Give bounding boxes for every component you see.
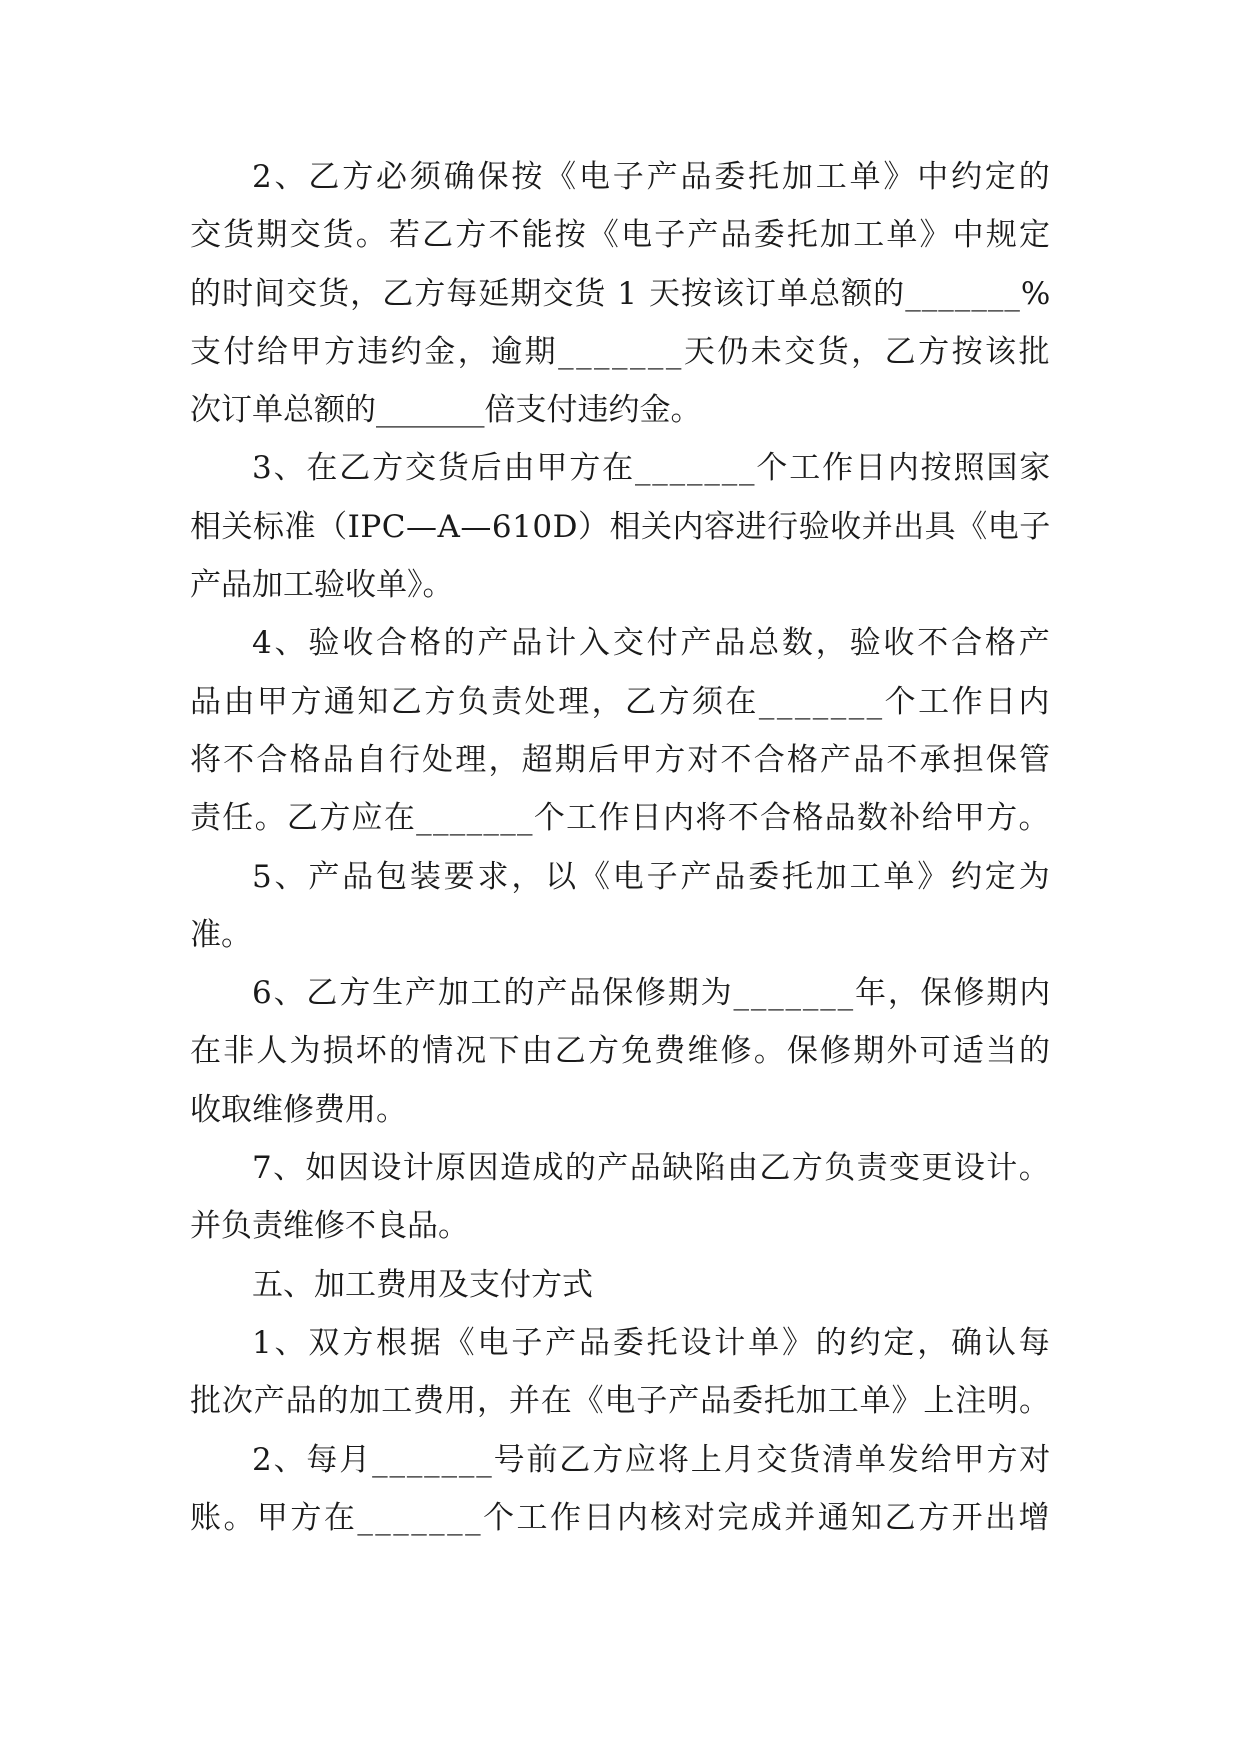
text-line [190, 1022, 1053, 1080]
text-line [190, 614, 1053, 672]
line-text: 次订单总额的_______倍支付违约金。 [190, 392, 702, 429]
line-text: 2、乙方必须确保按《电子产品委托加工单》中约定的 [252, 159, 1053, 195]
text-line [190, 206, 1053, 264]
line-text: 收取维修费用。 [190, 1091, 407, 1128]
line-text: 4、验收合格的产品计入交付产品总数，验收不合格产 [252, 625, 1053, 662]
text-line [190, 323, 1050, 381]
text-line [190, 673, 1050, 731]
text-line [190, 1431, 1053, 1489]
text-line [190, 381, 1050, 439]
line-text: 在非人为损坏的情况下由乙方免费维修。保修期外可适当的 [190, 1033, 1053, 1070]
line-text: 的时间交货，乙方每延期交货 1 天按该订单总额的_______% [190, 275, 1052, 312]
line-text: 五、加工费用及支付方式 [252, 1266, 593, 1303]
line-text: 账。甲方在_______个工作日内核对完成并通知乙方开出增 [190, 1499, 1052, 1536]
line-text: 2、每月_______号前乙方应将上月交货清单发给甲方对 [252, 1441, 1053, 1478]
section-heading [190, 1256, 1050, 1314]
line-text: 并负责维修不良品。 [190, 1208, 469, 1245]
line-text: 3、在乙方交货后由甲方在_______个工作日内按照国家 [252, 450, 1053, 487]
text-line [190, 439, 1053, 497]
text-line [190, 1197, 1050, 1255]
line-text: 5、产品包装要求，以《电子产品委托加工单》约定为 [252, 858, 1053, 895]
text-line [190, 148, 1053, 206]
line-text: 相关标准（IPC—A—610D）相关内容进行验收并出具《电子 [190, 508, 1051, 545]
text-line [190, 731, 1053, 789]
text-line [190, 1489, 1050, 1547]
text-line [190, 1081, 1050, 1139]
line-text: 1、双方根据《电子产品委托设计单》的约定，确认每 [252, 1324, 1053, 1361]
text-line [190, 1372, 1050, 1430]
text-line [190, 1139, 1050, 1197]
text-line [190, 1314, 1053, 1372]
line-text: 责任。乙方应在_______个工作日内将不合格品数补给甲方。 [190, 800, 1051, 837]
document-page [190, 148, 1053, 1547]
line-text: 准。 [190, 916, 252, 953]
line-text: 将不合格品自行处理，超期后甲方对不合格产品不承担保管 [190, 741, 1053, 778]
text-line [190, 964, 1053, 1022]
line-text: 品由甲方通知乙方负责处理，乙方须在_______个工作日内 [190, 683, 1052, 720]
line-text: 7、如因设计原因造成的产品缺陷由乙方负责变更设计。 [252, 1150, 1052, 1187]
text-line [190, 556, 1050, 614]
text-line [190, 848, 1053, 906]
text-line [190, 789, 1050, 847]
line-text: 产品加工验收单》。 [190, 567, 454, 604]
text-line [190, 265, 1050, 323]
line-text: 批次产品的加工费用，并在《电子产品委托加工单》上注明。 [190, 1383, 1051, 1420]
line-text: 交货期交货。若乙方不能按《电子产品委托加工单》中规定 [190, 217, 1053, 254]
text-line [190, 498, 1050, 556]
line-text: 支付给甲方违约金，逾期_______天仍未交货，乙方按该批 [190, 333, 1052, 370]
text-line [190, 906, 1050, 964]
line-text: 6、乙方生产加工的产品保修期为_______年，保修期内 [252, 975, 1053, 1012]
